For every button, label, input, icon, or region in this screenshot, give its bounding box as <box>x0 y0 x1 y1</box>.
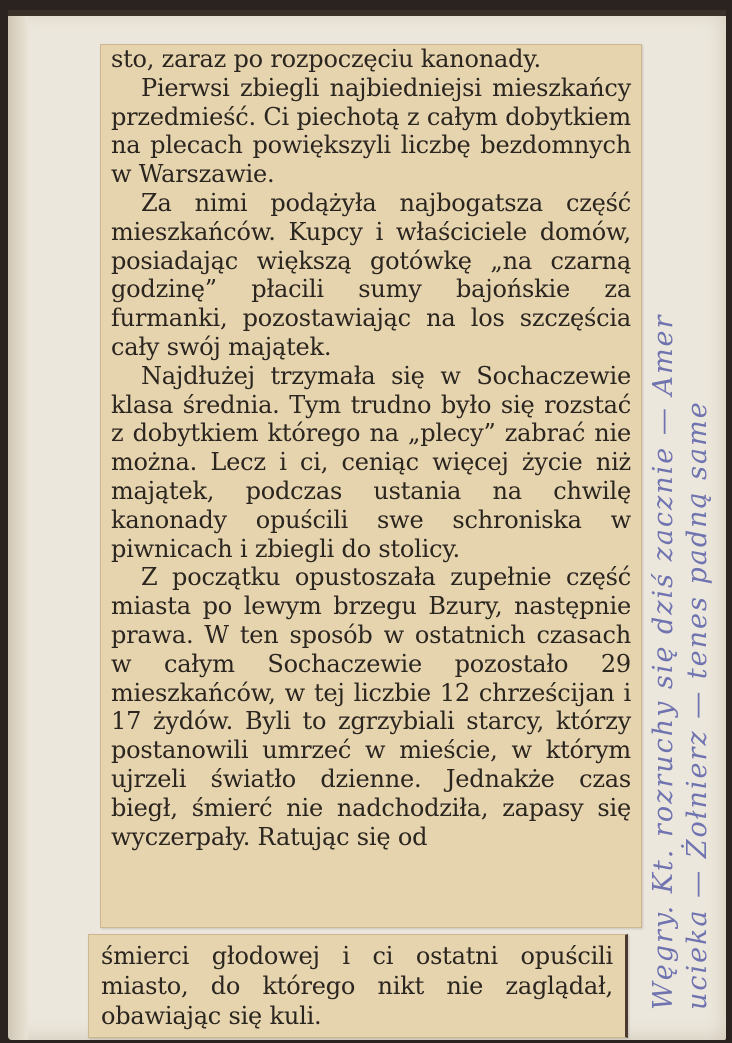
clipping-paragraph: Najdłużej trzymała się w Sochaczewie klasa średnia. Tym trudno było się rozstać z dobytkiem którego na „plecy” zabrać nie można. Lecz i ci, ceniąc więcej życie niż majątek, podczas ustania na chwilę kanonady opuścili swe schroniska w piwnicach i zbiegli do stolicy. <box>111 361 631 563</box>
notebook-page <box>8 10 726 1040</box>
clipping-cont-text <box>101 941 613 1031</box>
clipping-paragraph: śmierci głodowej i ci ostatni opuścili miasto, do którego nikt nie zaglądał, obawiając się kuli. <box>101 942 613 1030</box>
clipping-paragraph: sto, zaraz po rozpoczęciu kanonady. <box>111 45 541 73</box>
newspaper-clipping-main <box>100 44 642 928</box>
clipping-paragraph: Z początku opustoszała zupełnie część miasta po lewym brzegu Bzury, następnie prawa. W ten sposób w ostatnich czasach w całym Sochaczewie pozostało 29 mieszkańców, w tej liczbie 12 chrześcijan i 17 żydów. Byli to zgrzybiali starcy, którzy postanowili umrzeć w mieście, w którym ujrzeli światło dzienne. Jednakże czas biegł, śmierć nie nadchodziła, zapasy się wyczerpały. Ratując się od <box>111 563 631 851</box>
page-binding <box>8 10 28 1040</box>
handwritten-margin-note <box>642 50 726 1030</box>
handwritten-line: Węgry. Kt. rozruchy się dziś zacznie — Amer <box>648 313 679 1010</box>
clipping-paragraph: Za nimi podążyła najbogatsza część mieszkańców. Kupcy i właściciele domów, posiadając większą gotówkę „na czarną godzinę” płacili sumy bajońskie za furmanki, pozostawiając na los szczęścia cały swój majątek. <box>111 188 631 361</box>
handwritten-line: ucieka — Żołnierz — tenes padną same <box>682 400 713 1010</box>
page-top-edge <box>8 10 726 16</box>
clipping-main-text <box>111 45 631 851</box>
clipping-paragraph: Pierwsi zbiegli najbiedniejsi mieszkańcy przedmieść. Ci piechotą z całym dobytkiem na plecach powiększyli liczbę bezdomnych w Warszawie. <box>111 73 631 189</box>
newspaper-clipping-continuation <box>88 934 628 1038</box>
